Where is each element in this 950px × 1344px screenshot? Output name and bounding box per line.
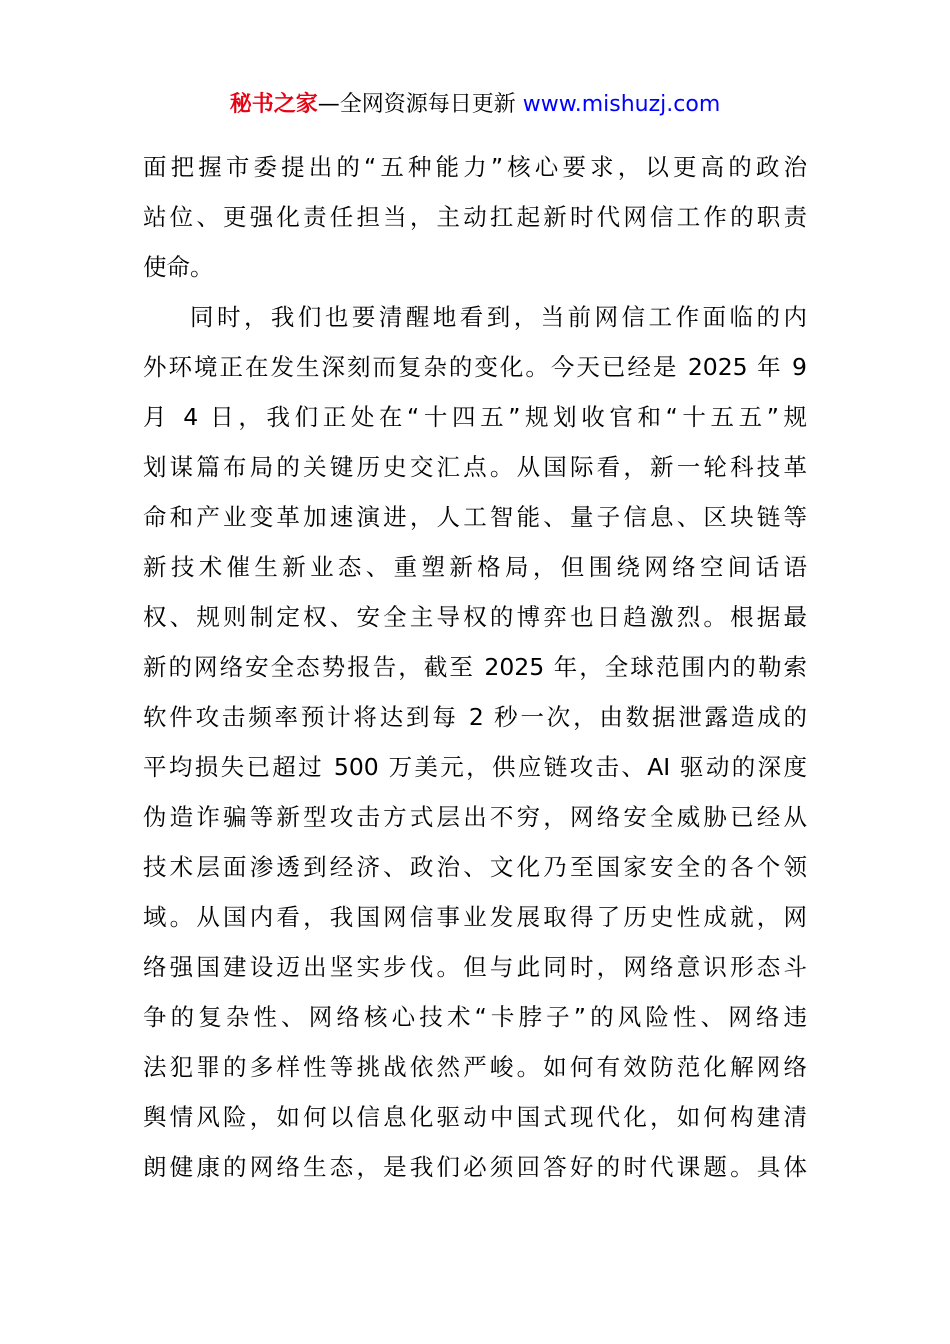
- text-line: 命和产业变革加速演进，人工智能、量子信息、区块链等: [143, 503, 807, 531]
- text-line: 法犯罪的多样性等挑战依然严峻。如何有效防范化解网络: [143, 1053, 807, 1081]
- page-header: [0, 88, 950, 122]
- document-body: [143, 142, 807, 1192]
- text-line: 新的网络安全态势报告，截至 2025 年，全球范围内的勒索: [143, 653, 807, 681]
- text-line: 朗健康的网络生态，是我们必须回答好的时代课题。具体: [143, 1153, 807, 1181]
- text-line: 同时，我们也要清醒地看到，当前网信工作面临的内: [190, 303, 807, 331]
- text-line: 划谋篇布局的关键历史交汇点。从国际看，新一轮科技革: [143, 453, 807, 481]
- text-line: 络强国建设迈出坚实步伐。但与此同时，网络意识形态斗: [143, 953, 807, 981]
- text-line: 使命。: [143, 253, 214, 281]
- text-line: 权、规则制定权、安全主导权的博弈也日趋激烈。根据最: [143, 603, 807, 631]
- text-line: 平均损失已超过 500 万美元，供应链攻击、AI 驱动的深度: [143, 753, 807, 781]
- text-line: 软件攻击频率预计将达到每 2 秒一次，由数据泄露造成的: [143, 703, 807, 731]
- text-line: 技术层面渗透到经济、政治、文化乃至国家安全的各个领: [143, 853, 807, 881]
- text-line: 月 4 日，我们正处在“十四五”规划收官和“十五五”规: [143, 403, 807, 431]
- text-line: 争的复杂性、网络核心技术“卡脖子”的风险性、网络违: [143, 1003, 807, 1031]
- text-line: 域。从国内看，我国网信事业发展取得了历史性成就，网: [143, 903, 807, 931]
- header-tagline: —全网资源每日更新: [317, 92, 523, 117]
- text-line: 外环境正在发生深刻而复杂的变化。今天已经是 2025 年 9: [143, 353, 807, 381]
- text-line: 新技术催生新业态、重塑新格局，但围绕网络空间话语: [143, 553, 807, 581]
- paragraph-1: [143, 142, 807, 292]
- brand-name: 秘书之家: [229, 92, 318, 117]
- text-line: 站位、更强化责任担当，主动扛起新时代网信工作的职责: [143, 203, 807, 231]
- header-url-link[interactable]: www.mishuzj.com: [522, 92, 721, 117]
- text-line: 面把握市委提出的“五种能力”核心要求，以更高的政治: [143, 153, 807, 181]
- text-line: 舆情风险，如何以信息化驱动中国式现代化，如何构建清: [143, 1103, 807, 1131]
- paragraph-2: [143, 292, 807, 1192]
- text-line: 伪造诈骗等新型攻击方式层出不穷，网络安全威胁已经从: [143, 803, 807, 831]
